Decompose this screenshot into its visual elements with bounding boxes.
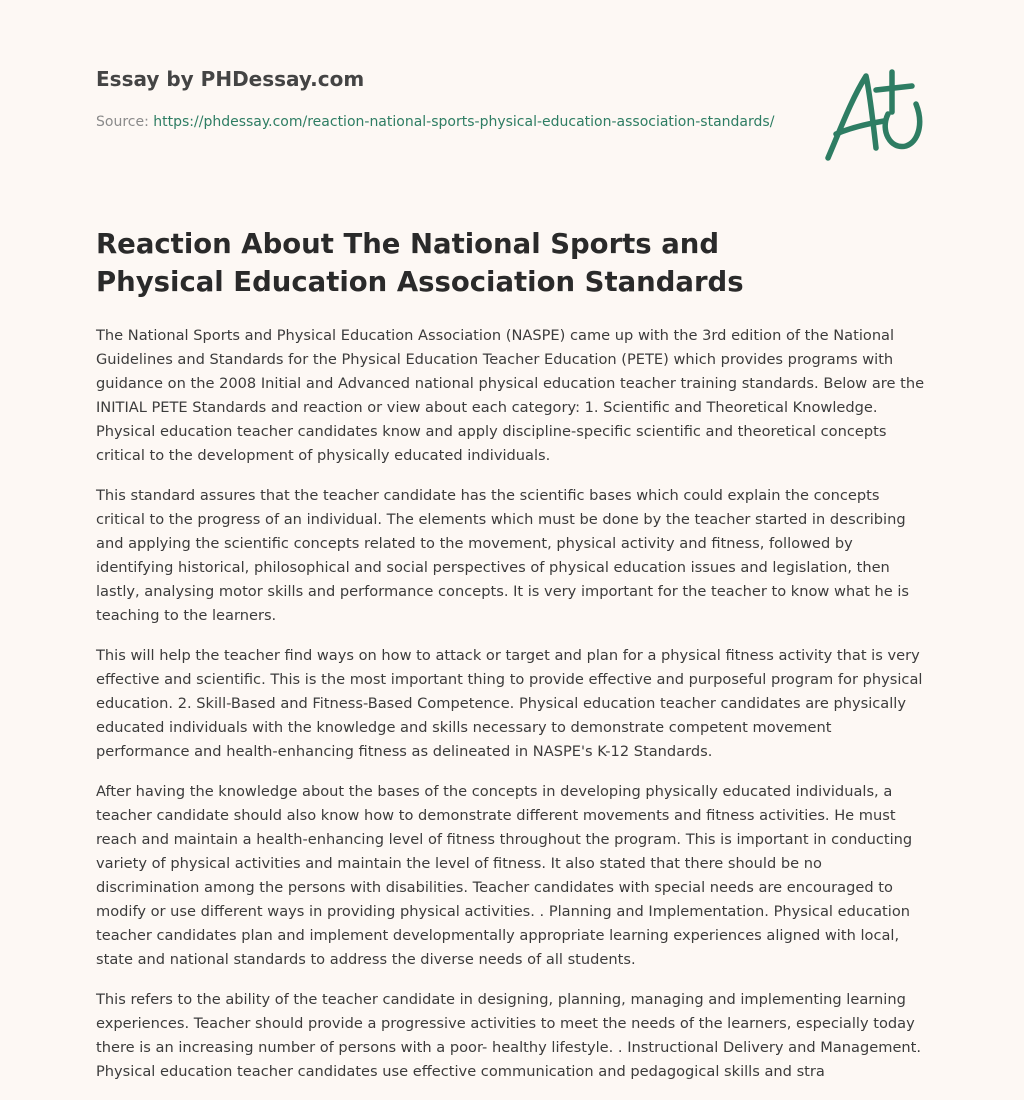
- paragraph: The National Sports and Physical Education Association (NASPE) came up with the 3rd edition of the National Guidelines and Standards for the Physical Education Teacher Education (PETE) which provides programs with guidance on the 2008 Initial and Advanced national physical education teacher training standards. Below are the INITIAL PETE Standards and reaction or view about each category: 1. Scientific and Theoretical Knowledge. Physical education teacher candidates know and apply discipline-specific scientific and theoretical concepts critical to the development of physically educated individuals.: [96, 327, 925, 464]
- paragraph: This standard assures that the teacher candidate has the scientific bases which could explain the concepts critical to the progress of an individual. The elements which must be done by the teacher started in describing and applying the scientific concepts related to the movement, physical activity and fitness, followed by identifying historical, philosophical and social perspectives of physical education issues and legislation, then lastly, analysing motor skills and performance concepts. It is very important for the teacher to know what he is teaching to the learners.: [96, 487, 910, 624]
- paragraph: After having the knowledge about the bases of the concepts in developing physically educated individuals, a teacher candidate should also know how to demonstrate different movements and fitness activities. He must reach and maintain a health-enhancing level of fitness throughout the program. This is important in conducting variety of physical activities and maintain the level of fitness. It also stated that there should be no discrimination among the persons with disabilities. Teacher candidates with special needs are encouraged to modify or use different ways in providing physical activities. . Planning and Implementation. Physical education teacher candidates plan and implement developmentally appropriate learning experiences aligned with local, state and national standards to address the diverse needs of all students.: [96, 783, 913, 968]
- source-link[interactable]: https://phdessay.com/reaction-national-sports-physical-education-association-standards/: [153, 114, 775, 130]
- a-plus-logo-icon: [818, 64, 930, 168]
- paragraph: This will help the teacher find ways on how to attack or target and plan for a physical fitness activity that is very effective and scientific. This is the most important thing to provide effective and purposeful program for physical education. 2. Skill-Based and Fitness-Based Competence. Physical education teacher candidates are physically educated individuals with the knowledge and skills necessary to demonstrate competent movement performance and health-enhancing fitness as delineated in NASPE's K-12 Standards.: [96, 647, 923, 760]
- logo-letter-a-stroke: [828, 76, 876, 158]
- paragraph: This refers to the ability of the teacher candidate in designing, planning, managing and implementing learning experiences. Teacher should provide a progressive activities to meet the needs of the learners, especially today there is an increasing number of persons with a poor- healthy lifestyle. . Instructional Delivery and Management. Physical education teacher candidates use effective communication and pedagogical skills and stra: [96, 991, 922, 1080]
- logo-plus-horizontal: [876, 86, 912, 90]
- site-title: Essay by PHDessay.com: [96, 67, 365, 91]
- source-line: [96, 110, 796, 134]
- header: [96, 64, 796, 134]
- essay-body: [96, 324, 928, 1100]
- source-label: Source:: [96, 114, 149, 130]
- essay-title: Reaction About The National Sports and Physical Education Association Standards: [96, 228, 744, 298]
- a-plus-logo-graphic: [818, 64, 930, 168]
